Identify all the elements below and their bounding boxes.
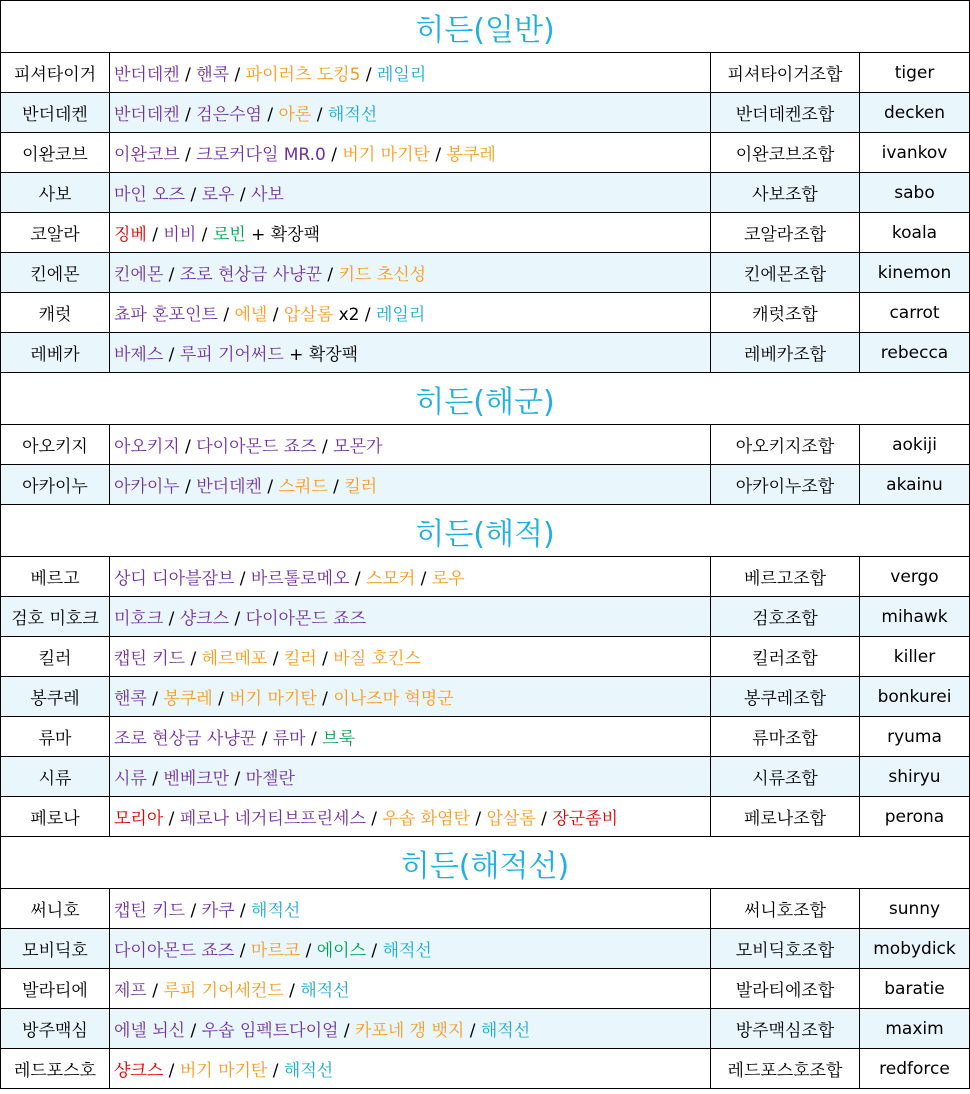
hidden-unit-name: 이완코브	[1, 133, 110, 173]
recipe-separator: /	[325, 145, 343, 165]
combo-code: aokiji	[860, 425, 970, 465]
recipe-ingredient: 모몬가	[333, 437, 383, 457]
recipe-ingredient: 미호크	[114, 609, 164, 629]
recipe-cell	[110, 333, 711, 373]
recipe-separator: /	[146, 689, 164, 709]
recipe-separator: /	[163, 345, 180, 365]
recipe-ingredient: 해적선	[327, 105, 378, 125]
recipe-separator: x2 /	[333, 305, 376, 325]
recipe-cell	[110, 677, 711, 717]
hidden-unit-name: 봉쿠레	[1, 677, 110, 717]
table-row	[1, 425, 970, 465]
recipe-ingredient: 마르코	[250, 941, 301, 961]
recipe-ingredient: 조로 현상금 사냥꾼	[114, 729, 257, 749]
table-row	[1, 253, 970, 293]
recipe-separator: /	[261, 105, 279, 125]
hidden-unit-name: 검호 미호크	[1, 597, 110, 637]
combo-code: koala	[860, 213, 970, 253]
table-row	[1, 717, 970, 757]
combo-code: rebecca	[860, 333, 970, 373]
recipe-ingredient: 킬러	[344, 477, 378, 497]
combo-name: 킬러조합	[711, 637, 860, 677]
recipe-separator: /	[179, 437, 197, 457]
recipe-cell	[110, 969, 711, 1009]
recipe-ingredient: 벤베크만	[163, 769, 230, 789]
table-row	[1, 677, 970, 717]
recipe-separator: /	[185, 649, 202, 669]
combo-name: 시류조합	[711, 757, 860, 797]
recipe-separator: /	[338, 1021, 355, 1041]
recipe-ingredient: 헤르메포	[201, 649, 268, 669]
combo-code: akainu	[860, 465, 970, 505]
combo-code: tiger	[860, 53, 970, 93]
recipe-separator: /	[229, 769, 246, 789]
recipe-separator: /	[234, 569, 251, 589]
recipe-separator: /	[535, 809, 553, 829]
recipe-ingredient: 비비	[163, 225, 197, 245]
hidden-unit-name: 아오키지	[1, 425, 110, 465]
recipe-ingredient: 이나즈마 혁명군	[333, 689, 454, 709]
recipe-ingredient: 스쿼드	[278, 477, 328, 497]
recipe-separator: /	[196, 225, 213, 245]
recipe-cell	[110, 293, 711, 333]
recipe-separator: /	[360, 65, 377, 85]
hidden-unit-name: 킬러	[1, 637, 110, 677]
recipe-cell	[110, 425, 711, 465]
hidden-unit-name: 모비딕호	[1, 929, 110, 969]
recipe-ingredient: 에넬	[234, 305, 268, 325]
recipe-separator: /	[185, 1021, 202, 1041]
section-header-row	[1, 505, 970, 557]
recipe-separator: /	[146, 225, 164, 245]
recipe-ingredient: 마인 오즈	[114, 185, 186, 205]
combo-name: 페로나조합	[711, 797, 860, 837]
recipe-cell	[110, 1009, 711, 1049]
combo-code: redforce	[860, 1049, 970, 1089]
combo-code: decken	[860, 93, 970, 133]
recipe-ingredient: 버기 마기탄	[229, 689, 317, 709]
recipe-ingredient: 브룩	[322, 729, 355, 749]
recipe-separator: /	[179, 105, 197, 125]
recipe-cell	[110, 929, 711, 969]
recipe-separator: /	[163, 1061, 180, 1081]
combo-code: sabo	[860, 173, 970, 213]
recipe-ingredient: 키드 초신성	[338, 265, 427, 285]
recipe-ingredient: 레일리	[376, 65, 427, 85]
recipe-separator: + 확장팩	[283, 345, 359, 365]
recipe-ingredient: 상디 디아블잠브	[114, 569, 235, 589]
combo-name: 사보조합	[711, 173, 860, 213]
combo-name: 모비딕호조합	[711, 929, 860, 969]
recipe-separator: /	[185, 901, 202, 921]
combo-code: kinemon	[860, 253, 970, 293]
table-row	[1, 597, 970, 637]
recipe-separator: /	[469, 809, 487, 829]
recipe-ingredient: 파이러츠 도킹5	[245, 65, 361, 85]
recipe-ingredient: 반더데켄	[196, 477, 262, 497]
hidden-unit-name: 반더데켄	[1, 93, 110, 133]
recipe-ingredient: 해적선	[283, 1061, 334, 1081]
recipe-ingredient: 류마	[272, 729, 306, 749]
recipe-cell	[110, 53, 711, 93]
recipe-separator: /	[256, 729, 273, 749]
hidden-unit-name: 방주맥심	[1, 1009, 110, 1049]
recipe-separator: /	[229, 65, 246, 85]
recipe-separator: /	[267, 305, 284, 325]
recipe-separator: /	[311, 105, 328, 125]
table-row	[1, 557, 970, 597]
combo-name: 방주맥심조합	[711, 1009, 860, 1049]
recipe-ingredient: 검은수염	[196, 105, 262, 125]
recipe-ingredient: 반더데켄	[114, 65, 180, 85]
recipe-cell	[110, 93, 711, 133]
recipe-ingredient: 크로커다일 MR.0	[196, 145, 326, 165]
recipe-cell	[110, 757, 711, 797]
recipe-ingredient: 로빈	[212, 225, 246, 245]
recipe-ingredient: 쵸파 혼포인트	[114, 305, 218, 325]
recipe-ingredient: 바질 호킨스	[333, 649, 421, 669]
table-row	[1, 213, 970, 253]
recipe-ingredient: 제프	[114, 981, 147, 1001]
recipe-ingredient: 다이아몬드 죠즈	[196, 437, 317, 457]
recipe-ingredient: 해적선	[251, 901, 301, 921]
recipe-separator: /	[283, 981, 301, 1001]
combo-name: 피셔타이거조합	[711, 53, 860, 93]
recipe-separator: /	[234, 901, 252, 921]
recipe-ingredient: 버기 마기탄	[179, 1061, 268, 1081]
recipe-ingredient: 아카이누	[114, 477, 180, 497]
table-row	[1, 293, 970, 333]
recipe-separator: /	[179, 477, 197, 497]
hidden-unit-name: 류마	[1, 717, 110, 757]
recipe-ingredient: 핸콕	[114, 689, 147, 709]
recipe-ingredient: 에이스	[316, 941, 367, 961]
recipe-separator: /	[415, 569, 432, 589]
combo-name: 류마조합	[711, 717, 860, 757]
combo-name: 레드포스호조합	[711, 1049, 860, 1089]
table-row	[1, 465, 970, 505]
combo-code: maxim	[860, 1009, 970, 1049]
section-header-row	[1, 837, 970, 889]
combo-code: perona	[860, 797, 970, 837]
combo-name: 이완코브조합	[711, 133, 860, 173]
recipe-separator: /	[365, 809, 383, 829]
table-row	[1, 969, 970, 1009]
recipe-ingredient: 카포네 갱 뱃지	[354, 1021, 465, 1041]
recipe-ingredient: 압살롬	[283, 305, 334, 325]
table-body	[1, 1, 970, 1089]
hidden-unit-name: 시류	[1, 757, 110, 797]
recipe-ingredient: 핸콕	[196, 65, 230, 85]
recipe-ingredient: 사보	[251, 185, 284, 205]
combo-name: 써니호조합	[711, 889, 860, 929]
table-row	[1, 929, 970, 969]
recipe-ingredient: 해적선	[480, 1021, 531, 1041]
recipe-separator: /	[234, 185, 252, 205]
recipe-ingredient: 이완코브	[114, 145, 180, 165]
recipe-separator: /	[146, 981, 164, 1001]
recipe-ingredient: 장군좀비	[552, 809, 619, 829]
recipe-ingredient: 다이아몬드 죠즈	[114, 941, 235, 961]
recipe-ingredient: 해적선	[300, 981, 350, 1001]
hidden-unit-name: 발라티에	[1, 969, 110, 1009]
recipe-ingredient: 아오키지	[114, 437, 180, 457]
recipe-ingredient: 조로 현상금 사냥꾼	[179, 265, 323, 285]
recipe-ingredient: 에넬 뇌신	[114, 1021, 186, 1041]
recipe-ingredient: 봉쿠레	[163, 689, 213, 709]
recipe-separator: /	[185, 185, 202, 205]
combo-name: 코알라조합	[711, 213, 860, 253]
combo-name: 아카이누조합	[711, 465, 860, 505]
recipe-separator: /	[234, 941, 251, 961]
recipe-cell	[110, 133, 711, 173]
recipe-separator: /	[316, 649, 334, 669]
table-row	[1, 637, 970, 677]
hidden-unit-name: 캐럿	[1, 293, 110, 333]
recipe-ingredient: 카쿠	[201, 901, 235, 921]
recipe-cell	[110, 253, 711, 293]
recipe-separator: /	[429, 145, 447, 165]
recipe-ingredient: 해적선	[382, 941, 432, 961]
combo-code: shiryu	[860, 757, 970, 797]
recipe-separator: /	[366, 941, 383, 961]
recipe-separator: /	[163, 265, 180, 285]
hidden-unit-name: 코알라	[1, 213, 110, 253]
recipe-ingredient: 시류	[114, 769, 147, 789]
recipe-ingredient: 모리아	[114, 809, 164, 829]
hidden-unit-name: 페로나	[1, 797, 110, 837]
recipe-ingredient: 우솝 화염탄	[382, 809, 470, 829]
recipe-ingredient: 아론	[278, 105, 312, 125]
section-title: 히든(해적)	[1, 505, 970, 557]
combo-code: carrot	[860, 293, 970, 333]
recipe-cell	[110, 465, 711, 505]
recipe-ingredient: 샹크스	[114, 1061, 164, 1081]
hidden-unit-name: 아카이누	[1, 465, 110, 505]
table-row	[1, 93, 970, 133]
table-row	[1, 889, 970, 929]
recipe-ingredient: 바제스	[114, 345, 164, 365]
recipe-cell	[110, 557, 711, 597]
recipe-separator: /	[261, 477, 279, 497]
hidden-unit-name: 레드포스호	[1, 1049, 110, 1089]
recipe-cell	[110, 889, 711, 929]
recipe-ingredient: 반더데켄	[114, 105, 180, 125]
recipe-ingredient: 바르톨로메오	[250, 569, 350, 589]
recipe-separator: /	[322, 265, 339, 285]
recipe-ingredient: 루피 기어세컨드	[163, 981, 284, 1001]
combo-code: baratie	[860, 969, 970, 1009]
recipe-separator: /	[267, 1061, 284, 1081]
recipe-ingredient: 버기 마기탄	[342, 145, 430, 165]
table-row	[1, 1009, 970, 1049]
section-title: 히든(해적선)	[1, 837, 970, 889]
combo-name: 검호조합	[711, 597, 860, 637]
combo-code: sunny	[860, 889, 970, 929]
combo-name: 발라티에조합	[711, 969, 860, 1009]
recipe-ingredient: 압살롬	[486, 809, 536, 829]
recipe-separator: /	[327, 477, 345, 497]
table-row	[1, 173, 970, 213]
combo-name: 캐럿조합	[711, 293, 860, 333]
combo-name: 베르고조합	[711, 557, 860, 597]
recipe-ingredient: 킨에몬	[114, 265, 164, 285]
recipe-separator: /	[163, 809, 180, 829]
recipe-separator: /	[267, 649, 284, 669]
hidden-unit-name: 레베카	[1, 333, 110, 373]
hidden-unit-name: 베르고	[1, 557, 110, 597]
recipe-separator: /	[179, 65, 197, 85]
recipe-ingredient: 킬러	[283, 649, 317, 669]
recipe-cell	[110, 597, 711, 637]
table-row	[1, 333, 970, 373]
recipe-ingredient: 캡틴 키드	[114, 901, 186, 921]
recipe-cell	[110, 1049, 711, 1089]
recipe-separator: /	[179, 145, 197, 165]
recipe-ingredient: 징베	[114, 225, 147, 245]
recipe-ingredient: 봉쿠레	[446, 145, 496, 165]
recipe-cell	[110, 637, 711, 677]
table-row	[1, 797, 970, 837]
table-row	[1, 1049, 970, 1089]
recipe-ingredient: 로우	[201, 185, 235, 205]
section-title: 히든(일반)	[1, 1, 970, 53]
table-row	[1, 53, 970, 93]
recipe-ingredient: 페로나 네거티브프린세스	[179, 809, 366, 829]
section-header-row	[1, 1, 970, 53]
recipe-separator: /	[305, 729, 323, 749]
recipe-separator: /	[464, 1021, 481, 1041]
recipe-separator: /	[300, 941, 317, 961]
recipe-ingredient: 스모커	[366, 569, 416, 589]
hidden-unit-name: 피셔타이거	[1, 53, 110, 93]
recipe-ingredient: 마젤란	[245, 769, 295, 789]
section-title: 히든(해군)	[1, 373, 970, 425]
recipe-separator: /	[349, 569, 366, 589]
table-row	[1, 133, 970, 173]
recipe-ingredient: 레일리	[376, 305, 426, 325]
combo-name: 레베카조합	[711, 333, 860, 373]
combo-code: mihawk	[860, 597, 970, 637]
recipe-ingredient: 루피 기어써드	[179, 345, 284, 365]
recipe-separator: /	[229, 609, 246, 629]
combo-code: killer	[860, 637, 970, 677]
combo-name: 아오키지조합	[711, 425, 860, 465]
combo-name: 봉쿠레조합	[711, 677, 860, 717]
recipe-separator: /	[316, 437, 334, 457]
recipe-ingredient: 다이아몬드 죠즈	[245, 609, 367, 629]
combo-code: ryuma	[860, 717, 970, 757]
combo-name: 킨에몬조합	[711, 253, 860, 293]
recipe-cell	[110, 797, 711, 837]
hidden-unit-name: 사보	[1, 173, 110, 213]
combo-name: 반더데켄조합	[711, 93, 860, 133]
table-row	[1, 757, 970, 797]
recipe-ingredient: 우솝 임펙트다이얼	[201, 1021, 339, 1041]
recipe-separator: /	[163, 609, 180, 629]
section-header-row	[1, 373, 970, 425]
combo-code: bonkurei	[860, 677, 970, 717]
recipe-ingredient: 캡틴 키드	[114, 649, 186, 669]
hidden-unit-name: 킨에몬	[1, 253, 110, 293]
hidden-unit-name: 써니호	[1, 889, 110, 929]
recipe-cell	[110, 173, 711, 213]
combo-code: mobydick	[860, 929, 970, 969]
recipe-separator: /	[146, 769, 164, 789]
combo-code: vergo	[860, 557, 970, 597]
recipe-separator: /	[212, 689, 230, 709]
recipe-cell	[110, 717, 711, 757]
recipe-cell	[110, 213, 711, 253]
recipe-separator: /	[217, 305, 235, 325]
recipe-ingredient: 로우	[431, 569, 465, 589]
combo-code: ivankov	[860, 133, 970, 173]
recipe-ingredient: 샹크스	[179, 609, 230, 629]
recipe-separator: /	[316, 689, 334, 709]
recipe-separator: + 확장팩	[245, 225, 320, 245]
